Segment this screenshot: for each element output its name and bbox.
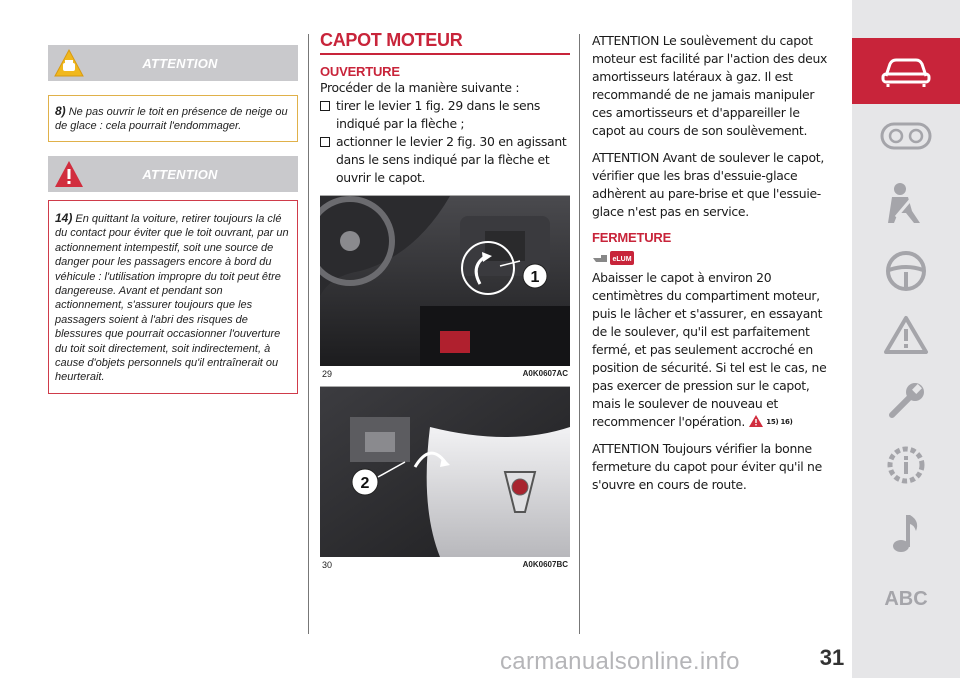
chapter-sidebar bbox=[852, 0, 960, 678]
attention-note-1 bbox=[48, 95, 298, 142]
note-references: 15) 16) bbox=[766, 418, 793, 426]
step-1 bbox=[320, 97, 570, 133]
pointing-hand-icon bbox=[592, 252, 608, 264]
hood-section bbox=[320, 30, 570, 571]
figure-caption bbox=[320, 366, 570, 380]
closing-text: Abaisser le capot à environ 20 centimètres du compartiment moteur, puis le lâcher et s'assurer, en essayant de le soulever, qu'il est parfaitement fermé, et pas seulement accroché en position de sécurité. Si tel est le cas, ne pas exercer de pression sur le capot, mais le soulever de nouveau et recommencer l'opération. bbox=[592, 270, 827, 429]
hood-lever-cabin-image bbox=[320, 196, 570, 366]
hood-lever-front-image bbox=[320, 387, 570, 557]
hood-notes-column bbox=[592, 32, 832, 503]
figure-30 bbox=[320, 386, 570, 571]
column-divider bbox=[308, 34, 309, 634]
sidebar-item-index[interactable] bbox=[852, 566, 960, 632]
step-2 bbox=[320, 133, 570, 187]
step-text: actionner le levier 2 fig. 30 en agissant dans le sens indiqué par la flèche et ouvrir le capot. bbox=[336, 134, 567, 185]
figure-caption bbox=[320, 557, 570, 571]
opening-subtitle: OUVERTURE bbox=[320, 64, 400, 79]
dashboard-gauges-icon bbox=[880, 122, 932, 152]
checkbox-bullet-icon bbox=[320, 137, 330, 147]
column-divider bbox=[579, 34, 580, 634]
sidebar-item-technical-data[interactable] bbox=[852, 432, 960, 498]
figure-code: A0K0607AC bbox=[522, 369, 568, 378]
danger-warning-icon bbox=[54, 159, 84, 189]
info-gear-icon bbox=[884, 443, 928, 487]
attention-note-2 bbox=[48, 200, 298, 394]
section-title: CAPOT MOTEUR bbox=[320, 30, 570, 55]
note-number: 8) bbox=[55, 104, 66, 118]
music-note-icon bbox=[890, 511, 922, 555]
figure-number: 30 bbox=[322, 560, 333, 570]
checkbox-bullet-icon bbox=[320, 101, 330, 111]
danger-warning-icon bbox=[749, 415, 763, 427]
roof-warning-icon bbox=[54, 48, 84, 78]
step-text: tirer le levier 1 fig. 29 dans le sens indiqué par la flèche ; bbox=[336, 98, 541, 131]
paragraph-wipers: ATTENTION Avant de soulever le capot, vérifier que les bras d'essuie-glace adhèrent au pare-brise et que l'essuie-glace n'est pas en service. bbox=[592, 150, 824, 219]
elum-label: eLUM bbox=[612, 256, 632, 263]
sidebar-item-car[interactable] bbox=[852, 38, 960, 104]
wrench-icon bbox=[884, 379, 928, 423]
paragraph-check-closure: ATTENTION Toujours vérifier la bonne fermeture du capot pour éviter qu'il ne s'ouvre en cours de route. bbox=[592, 441, 822, 492]
attention-column bbox=[48, 45, 298, 394]
callout-2: 2 bbox=[360, 475, 370, 492]
note-text: Ne pas ouvrir le toit en présence de neige ou de glace : cela pourrait l'endommager. bbox=[55, 106, 288, 132]
attention-title: ATTENTION bbox=[142, 166, 218, 182]
sidebar-item-safety[interactable] bbox=[852, 170, 960, 236]
index-label: ABC bbox=[884, 587, 928, 610]
figure-29 bbox=[320, 195, 570, 380]
note-number: 14) bbox=[55, 211, 73, 225]
car-icon bbox=[880, 54, 932, 88]
watermark: carmanualsonline.info bbox=[500, 648, 740, 675]
sidebar-item-driving[interactable] bbox=[852, 238, 960, 304]
figure-code: A0K0607BC bbox=[522, 560, 568, 569]
sidebar-item-dashboard[interactable] bbox=[852, 104, 960, 170]
closing-subtitle: FERMETURE bbox=[592, 230, 672, 245]
page-number: 31 bbox=[819, 645, 845, 670]
attention-title: ATTENTION bbox=[142, 55, 218, 71]
opening-intro: Procéder de la manière suivante : bbox=[320, 80, 520, 95]
elum-badge-icon bbox=[610, 251, 634, 265]
paragraph-dampers: ATTENTION Le soulèvement du capot moteur est facilité par l'action des deux amortisseurs latéraux à gaz. Il est recommandé de ne jamais manipuler ces amortisseurs et d'appareiller le capot au cours de son soulèvement. bbox=[592, 33, 828, 138]
sidebar-item-emergency[interactable] bbox=[852, 302, 960, 368]
steering-wheel-icon bbox=[885, 250, 927, 292]
sidebar-item-multimedia[interactable] bbox=[852, 500, 960, 566]
figure-number: 29 bbox=[322, 369, 333, 379]
attention-header-2 bbox=[48, 156, 298, 192]
note-text: En quittant la voiture, retirer toujours la clé du contact pour éviter que le toit ouvrant, par un actionnement intempestif, soit une source de danger pour les passagers encore à bord du véhicule : l'utilisation impropre du toit peut être dangereuse. Avant et pendant son actionnement, s'assurer toujours que les passagers soient à l'abri des risques de blessures que pourrait occasionner l'ouverture du toit soit directement, soit indirectement, à cause d'objets personnels qu'il entraînerait ou heurterait. bbox=[55, 213, 289, 384]
paragraph-closing bbox=[592, 269, 832, 431]
callout-1: 1 bbox=[530, 269, 540, 286]
attention-header-1 bbox=[48, 45, 298, 81]
seat-belt-person-icon bbox=[884, 181, 928, 225]
elum-marker bbox=[592, 251, 832, 265]
sidebar-item-maintenance[interactable] bbox=[852, 368, 960, 434]
warning-triangle-icon bbox=[883, 315, 929, 355]
